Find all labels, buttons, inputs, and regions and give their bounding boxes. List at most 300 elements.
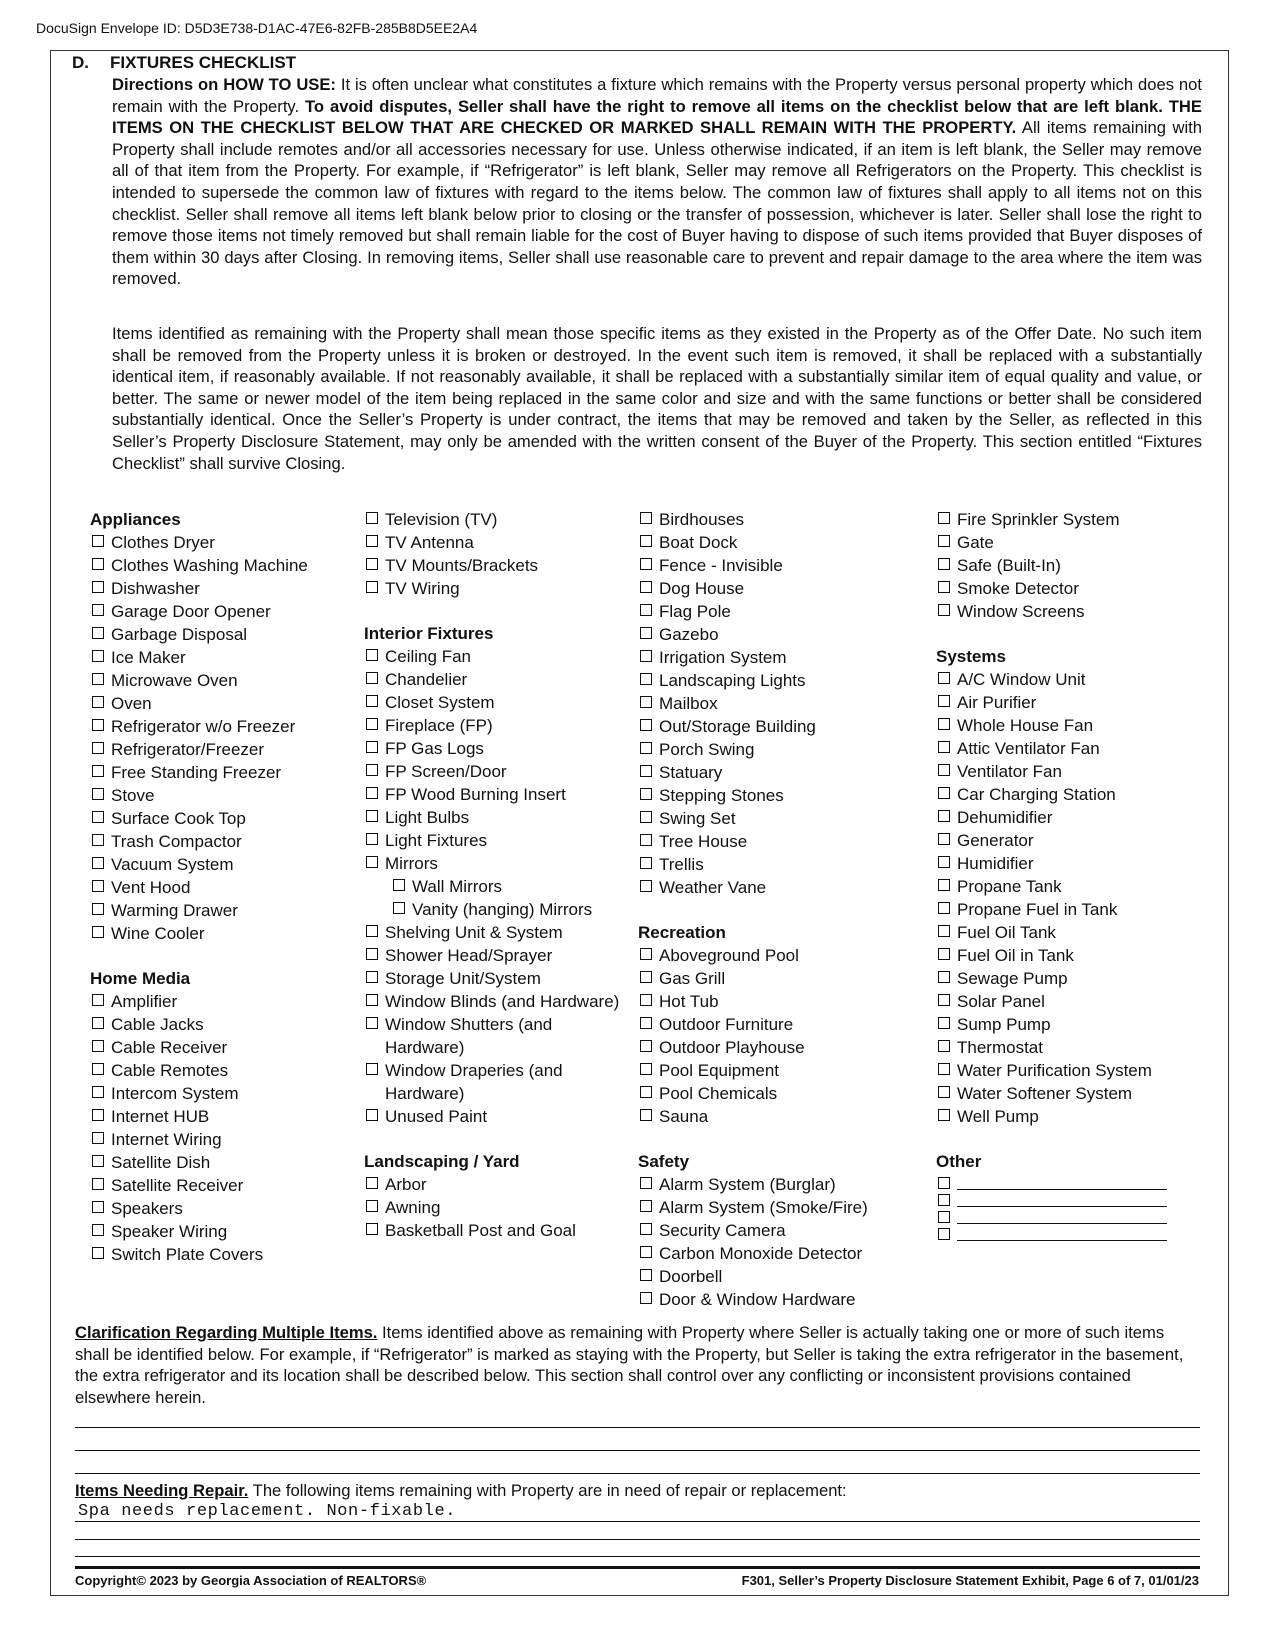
checkbox[interactable]: [92, 788, 104, 800]
checkbox[interactable]: [366, 787, 378, 799]
checkbox[interactable]: [640, 1246, 652, 1258]
checkbox[interactable]: [366, 810, 378, 822]
checkbox[interactable]: [938, 1063, 950, 1075]
checkbox[interactable]: [92, 1201, 104, 1213]
checkbox[interactable]: [938, 856, 950, 868]
checkbox[interactable]: [938, 1177, 950, 1189]
checkbox[interactable]: [640, 1109, 652, 1121]
checkbox[interactable]: [92, 880, 104, 892]
clarification-line-3[interactable]: [75, 1473, 1200, 1474]
checklist-item[interactable]: [936, 1105, 1216, 1128]
checkbox[interactable]: [92, 1132, 104, 1144]
checklist-item-label: Smoke Detector: [957, 579, 1079, 598]
other-item-blank-line[interactable]: [957, 1224, 1167, 1241]
checklist-item-label: Speakers: [111, 1199, 183, 1218]
checkbox[interactable]: [92, 903, 104, 915]
checklist-item-label: Weather Vane: [659, 878, 767, 897]
repair-line-3[interactable]: [75, 1556, 1200, 1557]
checklist-item[interactable]: [90, 784, 350, 807]
checkbox[interactable]: [938, 1211, 950, 1223]
checklist-item[interactable]: [936, 531, 1216, 554]
checklist-item-label: Sewage Pump: [957, 969, 1068, 988]
checklist-item[interactable]: [364, 829, 634, 852]
checkbox[interactable]: [938, 558, 950, 570]
checkbox[interactable]: [393, 879, 405, 891]
checkbox[interactable]: [640, 742, 652, 754]
checklist-item[interactable]: [364, 760, 634, 783]
repair-paragraph: [75, 1480, 847, 1501]
checklist-item[interactable]: [936, 829, 1216, 852]
repair-text: The following items remaining with Property are in need of repair or replacement:: [248, 1481, 847, 1500]
checklist-item-label: Fence - Invisible: [659, 556, 783, 575]
checklist-item[interactable]: [638, 1105, 928, 1128]
checklist-item[interactable]: [90, 807, 350, 830]
directions-text-2: All items remaining with Property shall include remotes and/or all accessories necessary for use. Unless otherwise indicated, if an item is left blank, the Seller may remove all of that item from the Property. For example, if “Refrigerator” is left blank, Seller may remove all Refrigerators on the Property. This checklist is intended to supersede the common law of fixtures with regard to the items below. The common law of fixtures shall apply to all items not on this checklist. Seller shall remove all items left blank below prior to closing or the transfer of possession, whichever is later. Seller shall lose the right to remove those items not timely removed but shall remain liable for the cost of Buyer having to dispose of such items provided that Buyer disposes of them within 30 days after Closing. In removing items, Seller shall use reasonable care to prevent and repair damage to the area where the item was removed.: [112, 118, 1202, 289]
checklist-item[interactable]: [936, 577, 1216, 600]
checklist-item[interactable]: [90, 1036, 350, 1059]
checklist-item[interactable]: [936, 967, 1216, 990]
checkbox[interactable]: [366, 856, 378, 868]
checklist-item[interactable]: [936, 875, 1216, 898]
checkbox[interactable]: [92, 650, 104, 662]
checklist-item-label: Microwave Oven: [111, 671, 238, 690]
checklist-item[interactable]: [638, 1059, 928, 1082]
checklist-item[interactable]: [90, 692, 350, 715]
checklist-item[interactable]: [638, 784, 928, 807]
checklist-item[interactable]: [364, 898, 634, 921]
checklist-item[interactable]: [364, 967, 634, 990]
other-item[interactable]: [936, 1173, 1216, 1190]
checkbox[interactable]: [92, 994, 104, 1006]
checkbox[interactable]: [640, 880, 652, 892]
checklist-item-label: Stove: [111, 786, 155, 805]
checklist-item[interactable]: [364, 806, 634, 829]
checklist-item-label: Intercom System: [111, 1084, 239, 1103]
checkbox[interactable]: [366, 764, 378, 776]
checkbox[interactable]: [938, 1194, 950, 1206]
checkbox[interactable]: [938, 604, 950, 616]
checklist-item[interactable]: [936, 921, 1216, 944]
checklist-item-label: Shelving Unit & System: [385, 923, 563, 942]
checklist-item-label: Water Purification System: [957, 1061, 1152, 1080]
checklist-item-label: Warming Drawer: [111, 901, 238, 920]
other-item[interactable]: [936, 1190, 1216, 1207]
checkbox[interactable]: [92, 742, 104, 754]
checklist-item[interactable]: [90, 899, 350, 922]
checklist-item[interactable]: [90, 990, 350, 1013]
checkbox[interactable]: [640, 535, 652, 547]
checklist-item-label: Gazebo: [659, 625, 719, 644]
systems-heading: Systems: [936, 647, 1006, 666]
checkbox[interactable]: [92, 719, 104, 731]
checklist-item-label: Vanity (hanging) Mirrors: [412, 900, 593, 919]
other-heading: Other: [936, 1152, 982, 1171]
checklist-item-label: Wall Mirrors: [412, 877, 503, 896]
checklist-item[interactable]: [638, 1196, 928, 1219]
checklist-item[interactable]: [638, 600, 928, 623]
repair-line-1[interactable]: [75, 1521, 1200, 1522]
checkbox[interactable]: [92, 1017, 104, 1029]
checkbox[interactable]: [92, 811, 104, 823]
checkbox[interactable]: [640, 1177, 652, 1189]
checkbox[interactable]: [92, 834, 104, 846]
checklist-item[interactable]: [364, 554, 634, 577]
checklist-item[interactable]: [638, 692, 928, 715]
checkbox[interactable]: [366, 948, 378, 960]
checkbox[interactable]: [366, 971, 378, 983]
checklist-item[interactable]: [90, 1105, 350, 1128]
checklist-item[interactable]: [638, 669, 928, 692]
checkbox[interactable]: [92, 1063, 104, 1075]
checklist-item-label: Storage Unit/System: [385, 969, 541, 988]
checkbox[interactable]: [92, 857, 104, 869]
clarification-line-2[interactable]: [75, 1450, 1200, 1451]
checklist-item-label: Dog House: [659, 579, 745, 598]
checklist-item[interactable]: [364, 1013, 634, 1059]
checkbox[interactable]: [640, 1200, 652, 1212]
checklist-item[interactable]: [90, 1059, 350, 1082]
checklist-item[interactable]: [364, 1105, 634, 1128]
checklist-item[interactable]: [364, 1196, 634, 1219]
checklist-item[interactable]: [638, 1082, 928, 1105]
interior-fixtures-list: [364, 645, 634, 875]
checklist-item[interactable]: [936, 691, 1216, 714]
checkbox[interactable]: [366, 649, 378, 661]
checkbox[interactable]: [366, 672, 378, 684]
checklist-item[interactable]: [364, 577, 634, 600]
checkbox[interactable]: [366, 1109, 378, 1121]
checklist-item[interactable]: [364, 691, 634, 714]
checklist-item[interactable]: [90, 1243, 350, 1266]
checklist-item[interactable]: [638, 761, 928, 784]
other-item-blank-line[interactable]: [957, 1190, 1167, 1207]
checklist-item[interactable]: [364, 783, 634, 806]
checkbox[interactable]: [938, 787, 950, 799]
checkbox[interactable]: [640, 971, 652, 983]
checkbox[interactable]: [938, 535, 950, 547]
checklist-item[interactable]: [364, 944, 634, 967]
checklist-item[interactable]: [936, 714, 1216, 737]
checklist-item[interactable]: [364, 508, 634, 531]
checklist-item[interactable]: [90, 1082, 350, 1105]
checklist-item-label: Dehumidifier: [957, 808, 1053, 827]
checklist-item[interactable]: [90, 1197, 350, 1220]
clarification-line-1[interactable]: [75, 1427, 1200, 1428]
checkbox[interactable]: [640, 604, 652, 616]
checklist-item[interactable]: [90, 1220, 350, 1243]
checklist-item[interactable]: [936, 898, 1216, 921]
checkbox[interactable]: [366, 558, 378, 570]
checklist-item[interactable]: [638, 646, 928, 669]
checklist-item[interactable]: [364, 1219, 634, 1242]
checklist-item[interactable]: [936, 508, 1216, 531]
checkbox[interactable]: [640, 857, 652, 869]
checkbox[interactable]: [366, 535, 378, 547]
checklist-item[interactable]: [638, 577, 928, 600]
repair-line-2[interactable]: [75, 1539, 1200, 1540]
repair-note: Spa needs replacement. Non-fixable.: [78, 1502, 457, 1521]
checkbox[interactable]: [938, 1017, 950, 1029]
checkbox[interactable]: [640, 948, 652, 960]
checkbox[interactable]: [92, 581, 104, 593]
checklist-item[interactable]: [90, 554, 350, 577]
interior-fixtures-list-2: [364, 921, 634, 1128]
checkbox[interactable]: [938, 512, 950, 524]
checklist-item[interactable]: [90, 761, 350, 784]
checkbox[interactable]: [938, 902, 950, 914]
checklist-item[interactable]: [90, 623, 350, 646]
checklist-item[interactable]: [638, 623, 928, 646]
checklist-item[interactable]: [90, 738, 350, 761]
other-item-blank-line[interactable]: [957, 1207, 1167, 1224]
checkbox[interactable]: [366, 581, 378, 593]
other-item-blank-line[interactable]: [957, 1173, 1167, 1190]
checkbox[interactable]: [640, 581, 652, 593]
checklist-item[interactable]: [638, 715, 928, 738]
footer-copyright: Copyright© 2023 by Georgia Association of REALTORS®: [75, 1573, 427, 1588]
checkbox[interactable]: [366, 1017, 378, 1029]
checkbox[interactable]: [366, 1063, 378, 1075]
checklist-item[interactable]: [364, 990, 634, 1013]
checklist-item[interactable]: [638, 830, 928, 853]
checklist-item-label: TV Antenna: [385, 533, 474, 552]
checklist-item-label: Swing Set: [659, 809, 736, 828]
checkbox[interactable]: [366, 833, 378, 845]
checklist-item-label: Propane Fuel in Tank: [957, 900, 1118, 919]
checklist-item[interactable]: [90, 853, 350, 876]
checklist-item[interactable]: [638, 1219, 928, 1242]
checkbox[interactable]: [92, 1040, 104, 1052]
checkbox[interactable]: [366, 1177, 378, 1189]
checkbox[interactable]: [92, 558, 104, 570]
checkbox[interactable]: [92, 1086, 104, 1098]
checklist-item[interactable]: [936, 990, 1216, 1013]
checklist-item[interactable]: [364, 852, 634, 875]
checkbox[interactable]: [938, 1086, 950, 1098]
checkbox[interactable]: [92, 1109, 104, 1121]
checkbox[interactable]: [640, 834, 652, 846]
section-title: [72, 53, 296, 73]
other-item[interactable]: [936, 1224, 1216, 1241]
checklist-item-label: Porch Swing: [659, 740, 755, 759]
checkbox[interactable]: [640, 811, 652, 823]
checklist-item-label: Thermostat: [957, 1038, 1043, 1057]
checklist-item[interactable]: [936, 1036, 1216, 1059]
checkbox[interactable]: [938, 581, 950, 593]
checklist-item[interactable]: [936, 668, 1216, 691]
checklist-item[interactable]: [364, 531, 634, 554]
checkbox[interactable]: [938, 1228, 950, 1240]
checkbox[interactable]: [938, 879, 950, 891]
checkbox[interactable]: [92, 604, 104, 616]
checkbox[interactable]: [366, 1200, 378, 1212]
checklist-item-label: Television (TV): [385, 510, 498, 529]
checkbox[interactable]: [366, 1223, 378, 1235]
checklist-item[interactable]: [90, 876, 350, 899]
checkbox[interactable]: [938, 718, 950, 730]
checklist-item[interactable]: [936, 1059, 1216, 1082]
checklist-item[interactable]: [638, 990, 928, 1013]
checkbox[interactable]: [640, 673, 652, 685]
checkbox[interactable]: [366, 925, 378, 937]
checkbox[interactable]: [640, 788, 652, 800]
checklist-item-label: Window Blinds (and Hardware): [385, 992, 620, 1011]
checkbox[interactable]: [640, 512, 652, 524]
checkbox[interactable]: [640, 719, 652, 731]
checklist-item-label: Boat Dock: [659, 533, 738, 552]
checklist-item-label: Fuel Oil Tank: [957, 923, 1056, 942]
checkbox[interactable]: [640, 1040, 652, 1052]
checklist-item[interactable]: [936, 600, 1216, 623]
checkbox[interactable]: [640, 558, 652, 570]
checklist-item[interactable]: [638, 1242, 928, 1265]
checkbox[interactable]: [640, 650, 652, 662]
checklist-item[interactable]: [90, 1174, 350, 1197]
checkbox[interactable]: [92, 1247, 104, 1259]
checkbox[interactable]: [92, 627, 104, 639]
appliances-heading: Appliances: [90, 510, 181, 529]
checklist-item[interactable]: [936, 944, 1216, 967]
checklist-item[interactable]: [90, 715, 350, 738]
checkbox[interactable]: [938, 994, 950, 1006]
checklist-item-label: Satellite Dish: [111, 1153, 211, 1172]
checkbox[interactable]: [92, 1224, 104, 1236]
checkbox[interactable]: [640, 627, 652, 639]
checklist-item[interactable]: [90, 531, 350, 554]
checklist-item[interactable]: [364, 1059, 634, 1105]
checkbox[interactable]: [366, 718, 378, 730]
appliances-list: [90, 531, 350, 945]
checklist-item[interactable]: [638, 807, 928, 830]
checklist-item[interactable]: [90, 646, 350, 669]
checkbox[interactable]: [640, 1017, 652, 1029]
checkbox[interactable]: [938, 695, 950, 707]
checklist-item[interactable]: [936, 1082, 1216, 1105]
checkbox[interactable]: [366, 741, 378, 753]
checkbox[interactable]: [938, 1040, 950, 1052]
checklist-item[interactable]: [90, 1013, 350, 1036]
checklist-item[interactable]: [90, 669, 350, 692]
checklist-item[interactable]: [638, 508, 928, 531]
checklist-item-label: Garbage Disposal: [111, 625, 248, 644]
checkbox[interactable]: [92, 926, 104, 938]
checkbox[interactable]: [938, 810, 950, 822]
checkbox[interactable]: [938, 971, 950, 983]
checklist-item[interactable]: [364, 1173, 634, 1196]
checklist-item-label: Oven: [111, 694, 152, 713]
checklist-item[interactable]: [638, 1288, 928, 1311]
clarification-title: Clarification Regarding Multiple Items.: [75, 1323, 378, 1342]
directions-text-1: It is often unclear what constitutes a fixture which remains with the Property versus personal property which does not remain with the Property.: [112, 75, 1202, 116]
checkbox[interactable]: [938, 948, 950, 960]
checkbox[interactable]: [938, 764, 950, 776]
checkbox[interactable]: [366, 695, 378, 707]
checklist-item-label: Window Draperies (and Hardware): [385, 1061, 563, 1103]
checklist-item-label: Ice Maker: [111, 648, 186, 667]
checklist-item[interactable]: [364, 645, 634, 668]
other-item[interactable]: [936, 1207, 1216, 1224]
checklist-item[interactable]: [90, 1151, 350, 1174]
checklist-item-label: Ventilator Fan: [957, 762, 1062, 781]
repair-title: Items Needing Repair.: [75, 1481, 249, 1500]
checklist-item[interactable]: [364, 714, 634, 737]
checklist-item[interactable]: [90, 577, 350, 600]
checkbox[interactable]: [640, 765, 652, 777]
checklist-item-label: Cable Remotes: [111, 1061, 229, 1080]
checklist-item[interactable]: [364, 875, 634, 898]
checklist-item[interactable]: [936, 760, 1216, 783]
checkbox[interactable]: [938, 672, 950, 684]
checklist-item[interactable]: [638, 1173, 928, 1196]
checklist-item-label: Fire Sprinkler System: [957, 510, 1120, 529]
checkbox[interactable]: [92, 673, 104, 685]
checklist-item-label: Air Purifier: [957, 693, 1037, 712]
checkbox[interactable]: [640, 1269, 652, 1281]
checklist-item[interactable]: [638, 738, 928, 761]
checkbox[interactable]: [92, 696, 104, 708]
checklist-item[interactable]: [638, 1036, 928, 1059]
checklist-item-label: Unused Paint: [385, 1107, 488, 1126]
checkbox[interactable]: [938, 833, 950, 845]
checklist-item[interactable]: [90, 600, 350, 623]
checkbox[interactable]: [938, 925, 950, 937]
checklist-item-label: Free Standing Freezer: [111, 763, 282, 782]
checkbox[interactable]: [938, 741, 950, 753]
checklist-item[interactable]: [936, 783, 1216, 806]
checklist-item[interactable]: [936, 554, 1216, 577]
checkbox[interactable]: [92, 535, 104, 547]
checklist-item-label: Carbon Monoxide Detector: [659, 1244, 863, 1263]
checklist-item[interactable]: [936, 806, 1216, 829]
checklist-item[interactable]: [936, 737, 1216, 760]
checklist-item[interactable]: [364, 921, 634, 944]
checkbox[interactable]: [92, 765, 104, 777]
checklist-item[interactable]: [638, 1265, 928, 1288]
checklist-item[interactable]: [638, 876, 928, 899]
checkbox[interactable]: [640, 1223, 652, 1235]
checklist-item[interactable]: [638, 531, 928, 554]
checkbox[interactable]: [366, 512, 378, 524]
checkbox[interactable]: [640, 1292, 652, 1304]
checklist-item[interactable]: [638, 1013, 928, 1036]
checklist-item[interactable]: [638, 853, 928, 876]
checklist-item-label: Gate: [957, 533, 994, 552]
checklist-item[interactable]: [90, 1128, 350, 1151]
checklist-item[interactable]: [90, 830, 350, 853]
checkbox[interactable]: [92, 1178, 104, 1190]
checklist-item[interactable]: [638, 967, 928, 990]
checklist-item-label: Vent Hood: [111, 878, 191, 897]
checkbox[interactable]: [393, 902, 405, 914]
checkbox[interactable]: [640, 1086, 652, 1098]
checkbox[interactable]: [640, 994, 652, 1006]
checkbox[interactable]: [92, 1155, 104, 1167]
checklist-item-label: TV Mounts/Brackets: [385, 556, 539, 575]
checklist-item[interactable]: [936, 852, 1216, 875]
checklist-item[interactable]: [936, 1013, 1216, 1036]
checklist-item-label: Generator: [957, 831, 1034, 850]
checkbox[interactable]: [640, 1063, 652, 1075]
checklist-item[interactable]: [364, 737, 634, 760]
checklist-item[interactable]: [638, 554, 928, 577]
checklist-item[interactable]: [638, 944, 928, 967]
checkbox[interactable]: [366, 994, 378, 1006]
checklist-item-label: Speaker Wiring: [111, 1222, 228, 1241]
checkbox[interactable]: [938, 1109, 950, 1121]
checklist-item[interactable]: [90, 922, 350, 945]
checklist-item[interactable]: [364, 668, 634, 691]
checkbox[interactable]: [640, 696, 652, 708]
